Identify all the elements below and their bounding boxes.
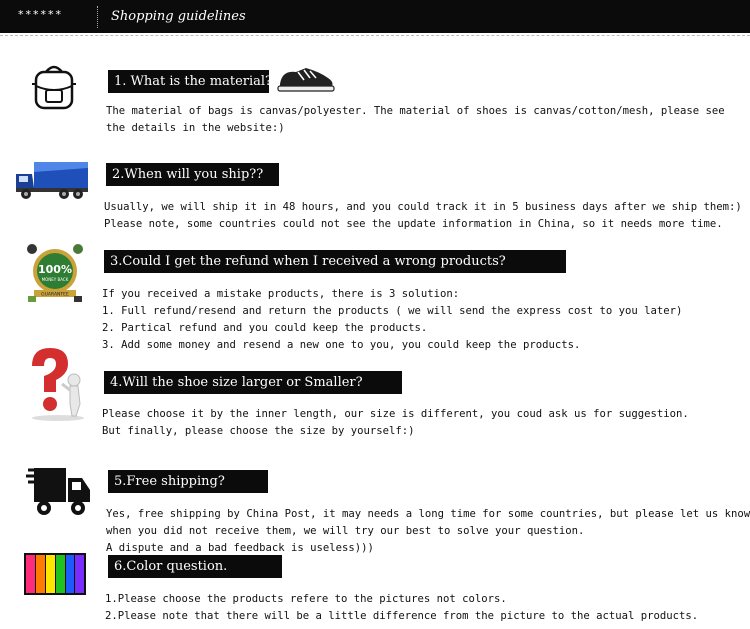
color-bars-icon (24, 553, 86, 595)
guarantee-badge-icon (24, 242, 86, 304)
section-4-question: 4.Will the shoe size larger or Smaller? (104, 371, 402, 394)
section-5-answer (106, 506, 750, 557)
answer-line: If you received a mistake products, there is 3 solution: (102, 288, 460, 300)
section-1-question: 1. What is the material? (108, 70, 269, 93)
section-6-answer (105, 591, 698, 625)
answer-line: Usually, we will ship it in 48 hours, and you could track it in 5 business days after we ship them:) (104, 201, 742, 213)
section-4-answer (102, 406, 689, 440)
badge-subtext: MONEY BACK (41, 277, 69, 282)
shoe-icon (276, 62, 336, 94)
badge-percent: 100% (38, 263, 72, 276)
section-1-answer (106, 103, 725, 137)
section-6-question: 6.Color question. (108, 555, 282, 578)
answer-line: The material of bags is canvas/polyester. The material of shoes is canvas/cotton/mesh, please see (106, 105, 725, 117)
section-3-question: 3.Could I get the refund when I received a wrong products? (104, 250, 566, 273)
delivery-truck-icon (26, 464, 92, 522)
header-bar (0, 0, 750, 33)
section-3-answer (102, 286, 682, 354)
page-title: Shopping guidelines (111, 9, 246, 24)
header-divider (97, 6, 98, 28)
backpack-icon (28, 60, 80, 112)
header-stars: ****** (18, 8, 63, 21)
answer-line: 2.Please note that there will be a little difference from the picture to the actual products. (105, 610, 699, 622)
section-5-question: 5.Free shipping? (108, 470, 268, 493)
section-2-question: 2.When will you ship?? (106, 163, 279, 186)
truck-icon (14, 158, 90, 202)
answer-line: But finally, please choose the size by yourself:) (102, 425, 415, 437)
answer-line: when you did not receive them, we will try our best to solve your question. (106, 525, 585, 537)
header-underline (0, 35, 750, 36)
answer-line: Please note, some countries could not see the update information in China, so it needs more time. (104, 218, 723, 230)
answer-line: 1. Full refund/resend and return the products ( we will send the express cost to you later) (102, 305, 683, 317)
badge-ribbon-text: GUARANTEE (41, 292, 69, 298)
answer-line: Yes, free shipping by China Post, it may needs a long time for some countries, but please let us know (106, 508, 750, 520)
answer-line: the details in the website:) (106, 122, 285, 134)
answer-line: 3. Add some money and resend a new one to you, you could keep the products. (102, 339, 581, 351)
section-2-answer (104, 199, 742, 233)
answer-line: Please choose it by the inner length, our size is different, you coud ask us for suggestion. (102, 408, 689, 420)
answer-line: 2. Partical refund and you could keep the products. (102, 322, 428, 334)
question-mark-figure-icon (22, 344, 88, 422)
answer-line: A dispute and a bad feedback is useless))) (106, 542, 374, 554)
answer-line: 1.Please choose the products refere to the pictures not colors. (105, 593, 507, 605)
